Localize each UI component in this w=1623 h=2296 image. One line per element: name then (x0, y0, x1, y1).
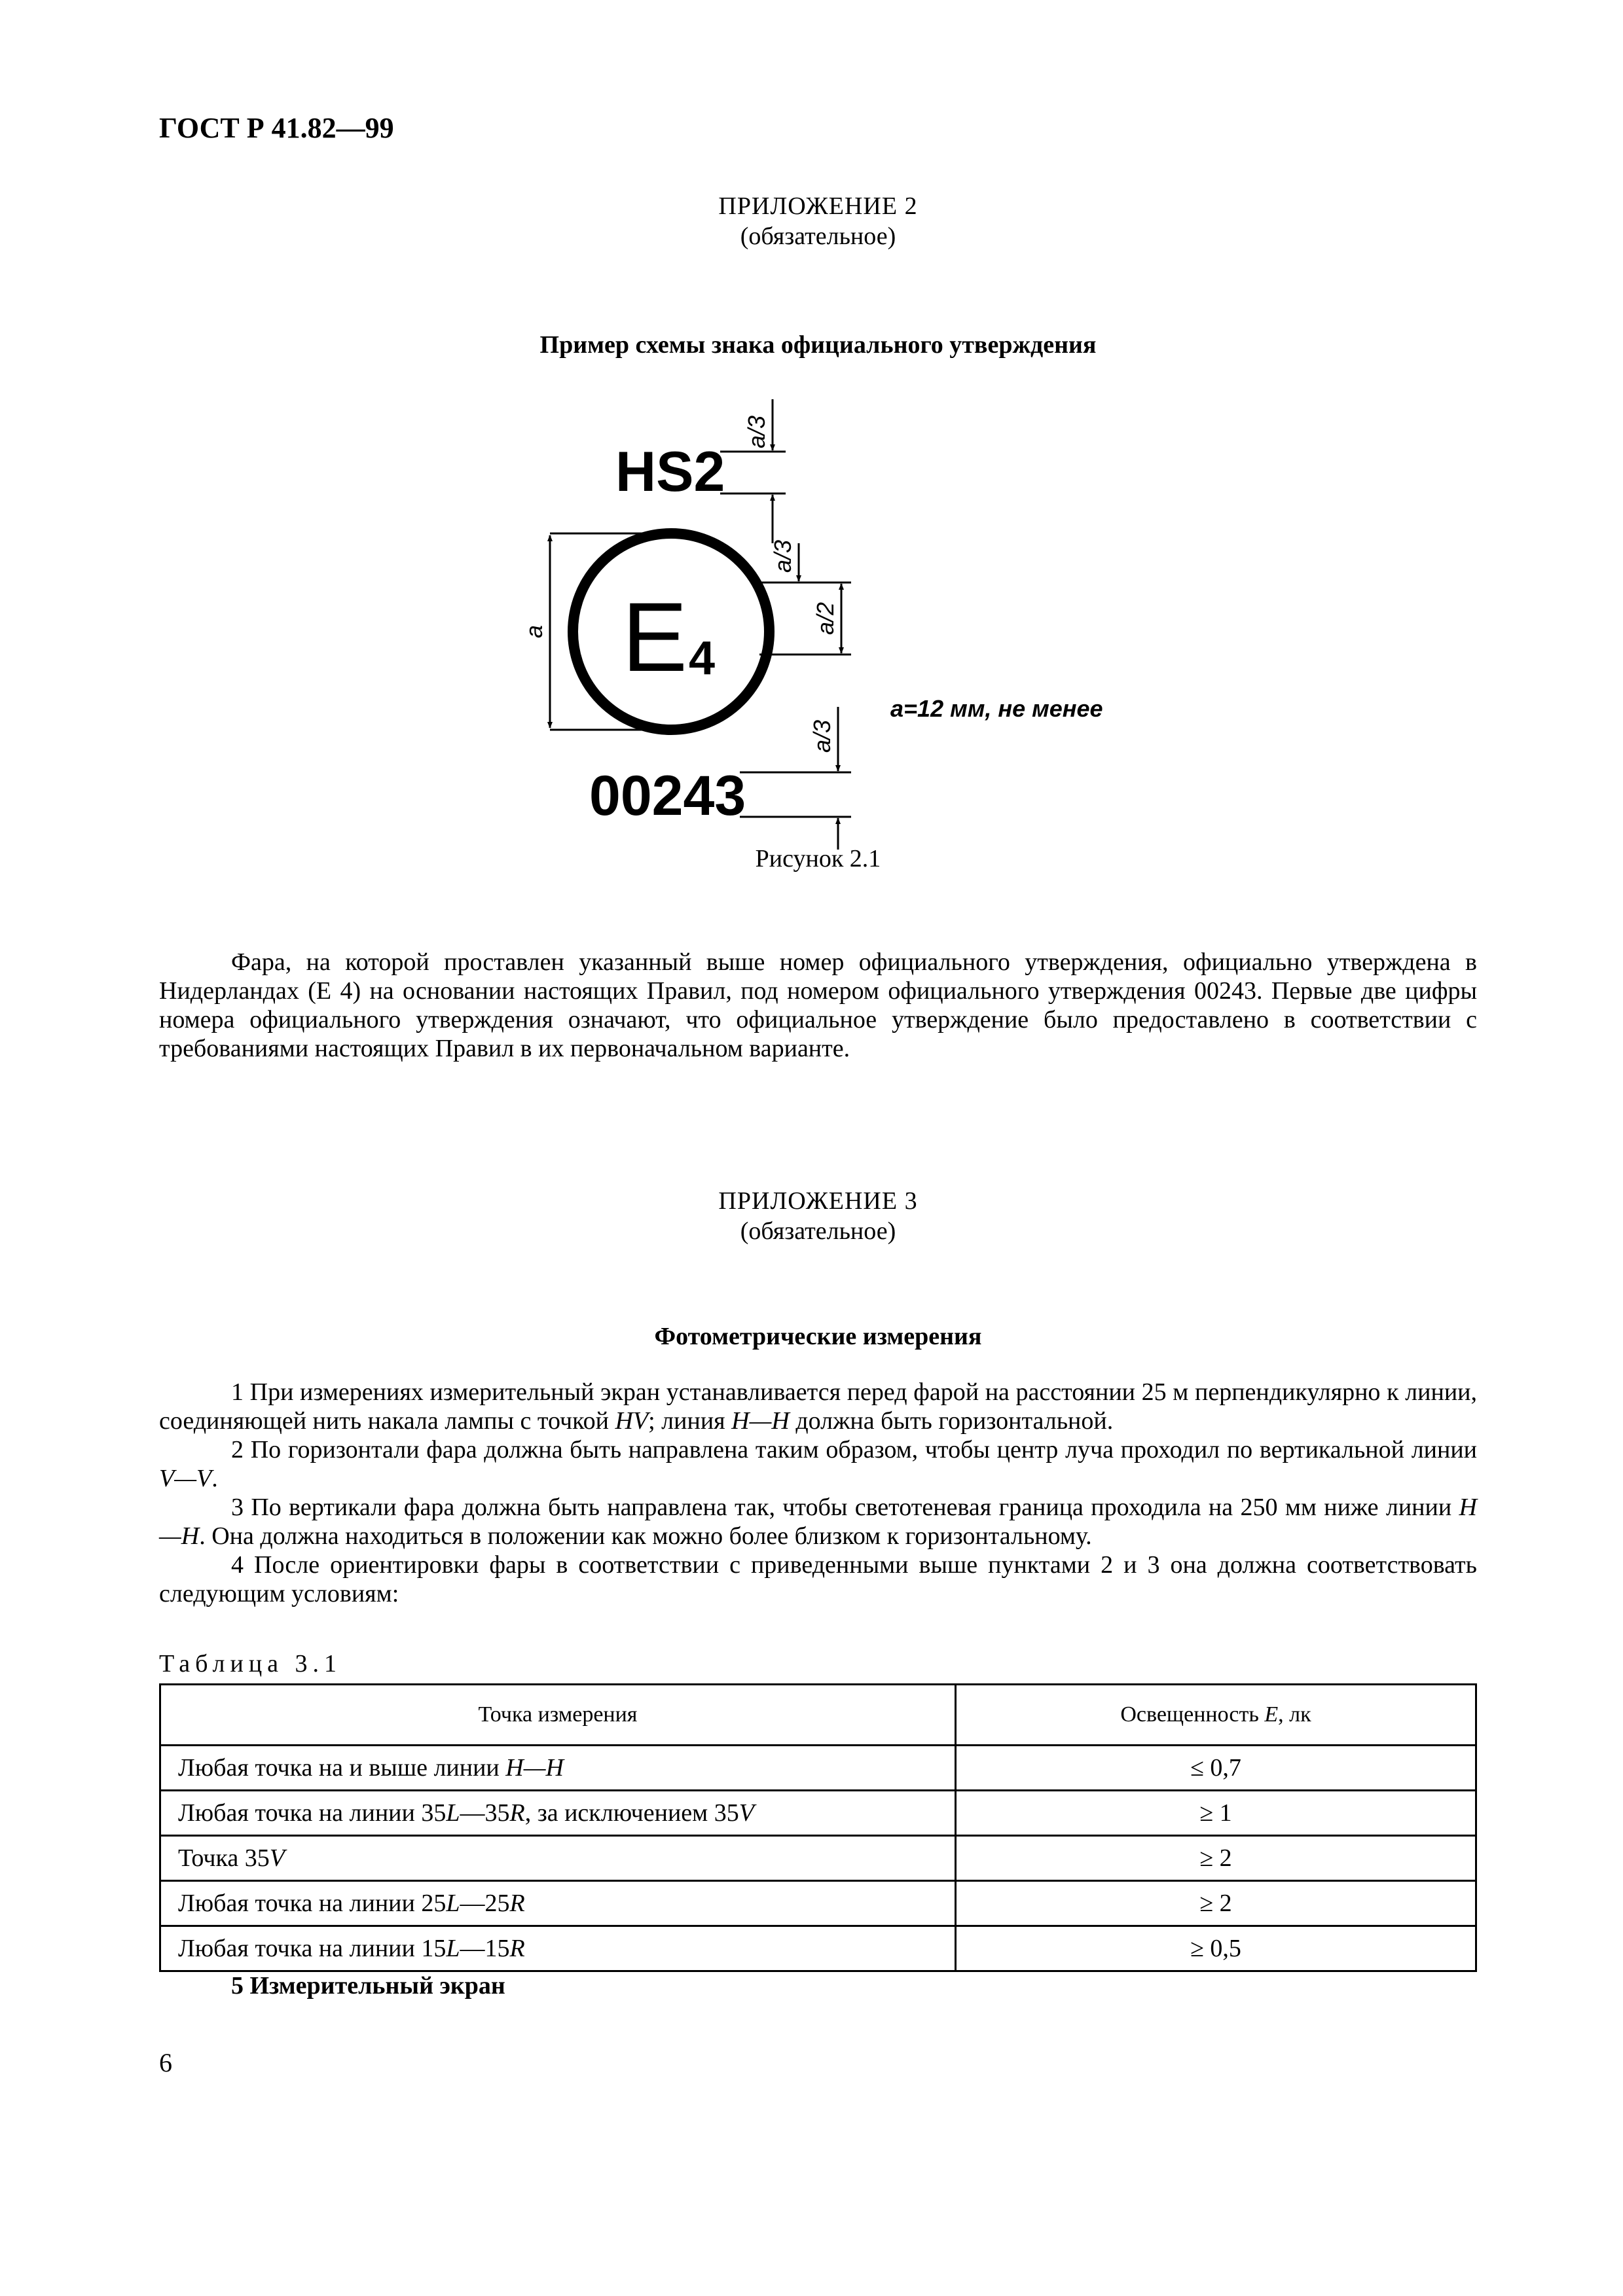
annex-2-title: Пример схемы знака официального утверждения (539, 331, 1097, 359)
dim-label-a3-top: a/3 (743, 415, 770, 449)
annex-3-item-3: 3 По вертикали фара должна быть направлена так, чтобы светотеневая граница проходила на 250 мм ниже линии H—H. Она должна находиться в положении как можно более близком к горизонтальному. (159, 1494, 1477, 1550)
table-cell-point: Любая точка на линии 25L—25R (160, 1881, 956, 1926)
annex-3-title: Фотометрические измерения (654, 1323, 982, 1350)
annex-2-label: ПРИЛОЖЕНИЕ 2 (718, 192, 918, 220)
mark-letter: E (622, 582, 688, 692)
table-cell-value: ≤ 0,7 (956, 1746, 1476, 1791)
dim-label-a3-bottom: a/3 (809, 719, 835, 753)
table-cell-value: ≥ 2 (956, 1881, 1476, 1926)
table-header-row (160, 1685, 1476, 1746)
table-cell-value: ≥ 1 (956, 1791, 1476, 1836)
approval-mark-figure (511, 380, 1139, 851)
subsection-measuring-screen: 5 Измерительный экран (231, 1972, 505, 2000)
table-row (160, 1926, 1476, 1971)
table-header-point: Точка измерения (160, 1685, 956, 1746)
annex-3-status: (обязательное) (740, 1217, 896, 1245)
table-row (160, 1881, 1476, 1926)
table-header-illuminance: Освещенность E, лк (956, 1685, 1476, 1746)
annex-3-item-4: 4 После ориентировки фары в соответствии с приведенными выше пунктами 2 и 3 она должна соответствовать следующим условиям: (159, 1551, 1477, 1607)
table-cell-point: Любая точка на линии 15L—15R (160, 1926, 956, 1971)
approval-number: 00243 (589, 764, 746, 827)
document-code: ГОСТ Р 41.82—99 (159, 112, 394, 144)
table-row (160, 1836, 1476, 1881)
figure-caption: Рисунок 2.1 (755, 845, 881, 872)
annex-2-paragraph-text: Фара, на которой проставлен указанный выше номер официального утверждения, официально утверждена в Нидерландах (Е 4) на основании настоящих Правил, под номером официального утверждения 00243. Первые две цифры номера официального утверждения означают, что официальное утверждение было предоставлено в соответствии с требованиями настоящих Правил в их первоначальном варианте. (159, 948, 1477, 1062)
approval-mark-diagram (511, 380, 1139, 851)
annex-3-item-1: 1 При измерениях измерительный экран устанавливается перед фарой на расстоянии 25 м перпендикулярно к линии, соединяющей нить накала лампы с точкой HV; линия H—H должна быть горизонтальной. (159, 1378, 1477, 1435)
table-cell-point: Любая точка на линии 35L—35R, за исключением 35V (160, 1791, 956, 1836)
illuminance-table (159, 1683, 1477, 1972)
annex-2-paragraph (159, 948, 1477, 1063)
annex-3-label: ПРИЛОЖЕНИЕ 3 (718, 1187, 918, 1215)
annex-3-heading (159, 1186, 1477, 1246)
table-cell-value: ≥ 0,5 (956, 1926, 1476, 1971)
size-note: a=12 мм, не менее (890, 695, 1103, 722)
dim-label-a3-mid: a/3 (769, 539, 796, 573)
page-number: 6 (159, 2048, 172, 2077)
lamp-category-label: HS2 (615, 440, 725, 503)
table-row (160, 1746, 1476, 1791)
annex-3-items (159, 1378, 1477, 1608)
annex-2-status: (обязательное) (740, 223, 896, 250)
table-row (160, 1791, 1476, 1836)
table-cell-point: Любая точка на и выше линии H—H (160, 1746, 956, 1791)
country-number: 4 (689, 632, 716, 685)
annex-3-item-2: 2 По горизонтали фара должна быть направлена таким образом, чтобы центр луча проходил по вертикальной линии V—V. (159, 1436, 1477, 1492)
table-cell-value: ≥ 2 (956, 1836, 1476, 1881)
table-label: Таблица 3.1 (159, 1650, 342, 1677)
annex-2-heading (159, 191, 1477, 251)
dim-label-a2: a/2 (812, 601, 839, 636)
dim-label-a: a (520, 624, 547, 639)
table-cell-point: Точка 35V (160, 1836, 956, 1881)
